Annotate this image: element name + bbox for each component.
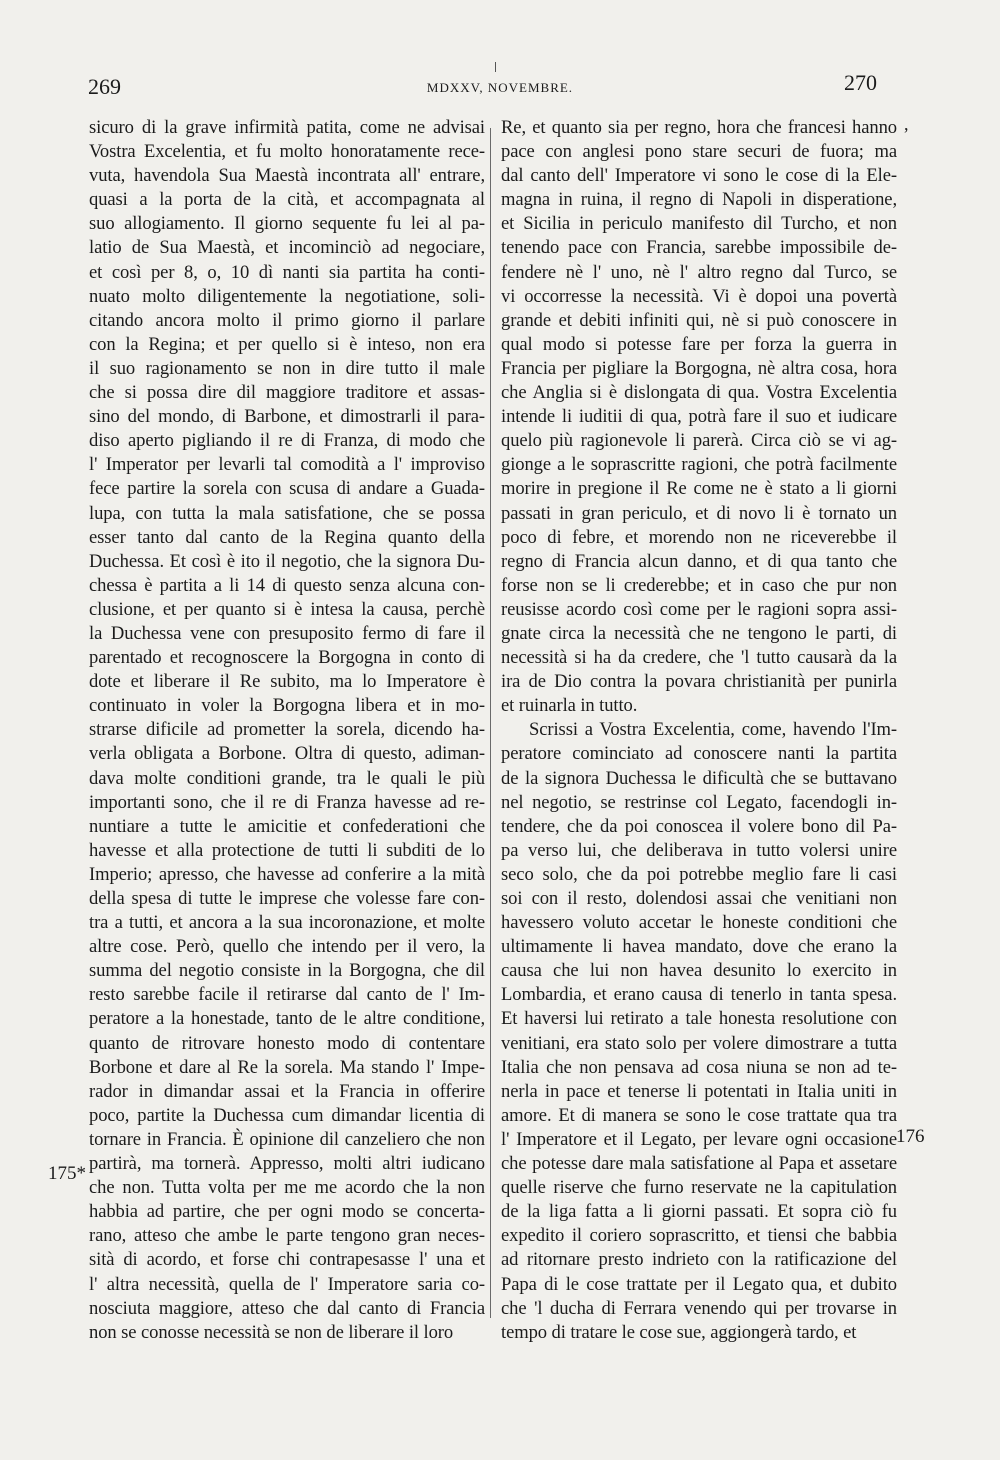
page-header — [0, 70, 1000, 106]
text-line: fendere nè l' uno, nè l' altro regno dal Turco, se — [501, 261, 897, 283]
text-line: summa del negotio consiste in la Borgogna, che dil — [89, 960, 485, 982]
text-line: causa che lui non havea desunito lo exercito in — [501, 960, 897, 982]
text-line: rador in dimandar assai et la Francia in offerire — [89, 1080, 485, 1102]
text-line: nuato molto diligentemente la negotiatione, soli- — [89, 285, 485, 307]
text-line: che si possa dire dil maggiore traditore et assas- — [89, 382, 485, 404]
text-line: con la Regina; et per quello si è inteso, non era — [89, 333, 485, 355]
text-line: sino del mondo, di Barbone, et dimostrarli il para- — [89, 406, 485, 428]
text-line: che 'l ducha di Ferrara venendo qui per trovarse in — [501, 1297, 897, 1319]
text-line: verla obligata a Borbone. Oltra di questo, adiman- — [89, 743, 485, 765]
text-line: nosciuta maggiore, atteso che dal canto di Francia — [89, 1297, 485, 1319]
text-line: de la liga fatta a li giorni passati. Et sopra ciò fu — [501, 1201, 897, 1223]
margin-note-right: 176 — [896, 1126, 925, 1147]
page-number-left: 269 — [88, 74, 121, 99]
text-line: Duchessa. Et così è ito il negotio, che la signora Du- — [89, 550, 485, 572]
text-line: necessità si ha da credere, che 'l tutto causarà da la — [501, 647, 897, 669]
text-line: parentado et recognoscere la Borgogna in conto di — [89, 647, 485, 669]
text-line: pace con anglesi pono stare securi de fuora; ma — [501, 141, 897, 163]
text-line: lupa, con tutta la mala satisfatione, che se possa — [89, 502, 485, 524]
text-line: ultimamente li havea mandato, dove che erano la — [501, 936, 897, 958]
text-line: ad ritornare presto indrieto con la ratificazione del — [501, 1249, 897, 1271]
text-line: peratore cominciato ad conoscere nanti la partita — [501, 743, 897, 765]
text-line: dava molte conditioni grande, tra le quali le più — [89, 767, 485, 789]
text-line: tempo di tratare le cose sue, aggiongerà tardo, et — [501, 1321, 857, 1343]
text-line: et così per 8, o, 10 dì nanti sia partita ha conti- — [89, 261, 485, 283]
text-line: vuta, havendola Sua Maestà incontrata all' entrare, — [89, 165, 485, 187]
text-line: sità di acordo, et forse chi contrapesasse l' una et — [89, 1249, 485, 1271]
binding-mark — [495, 62, 496, 72]
text-line: dal canto dell' Imperatore vi sono le cose di la Ele- — [501, 165, 897, 187]
text-line: Et haversi lui retirato a tale honesta resolutione con — [501, 1008, 897, 1030]
text-line: ira de Dio contra la povara christianità per punirla — [501, 671, 897, 693]
text-line: l' Imperator per levarli tal comodità a l' improviso — [89, 454, 485, 476]
text-line: tornare in Francia. È opinione dil canzeliero che non — [89, 1128, 485, 1150]
text-line: l' Imperatore et il Legato, per levare ogni occasione — [501, 1128, 897, 1150]
text-line: grande et debiti infiniti qui, nè si può conoscere in — [501, 309, 897, 331]
text-line: tra a tutti, et ancora a la sua incoronazione, et molte — [89, 912, 485, 934]
text-line: della spesa di tutte le imprese che volesse fare con- — [89, 888, 485, 909]
text-line: vi occorresse la necessità. Vi è dopoi una povertà — [501, 285, 897, 307]
text-line: Lombardia, et erano causa di tenerlo in tanta spesa. — [501, 984, 897, 1006]
text-line: qual modo si potesse fare per forza la guerra in — [501, 333, 897, 355]
text-line: expedito il coriero soprascritto, et tiensi che babbia — [501, 1225, 897, 1247]
text-line: poco, partite la Duchessa cum dimandar licentia di — [89, 1104, 485, 1126]
stray-mark: , — [904, 114, 909, 134]
text-line: Scrissi a Vostra Excelentia, come, havendo l'Im- — [529, 719, 897, 741]
text-line: rano, atteso che ambe le parte tengono gran neces- — [89, 1225, 485, 1247]
text-line: esser tanto dal canto de la Regina quanto della — [89, 526, 485, 548]
text-line: il suo ragionamento se non in dire tutto il male — [89, 357, 485, 379]
text-line: poco di febre, et morendo non ne riceverebbe il — [501, 526, 897, 548]
text-line: havesse et alla protectione de tutti li subditi de lo — [89, 839, 485, 861]
text-line: importanti sono, che il re di Franza havesse ad re- — [89, 791, 485, 813]
text-line: et ruinarla in tutto. — [501, 695, 638, 717]
text-line: nel negotio, se restrinse col Legato, facendogli in- — [501, 791, 897, 813]
text-line: amore. Et di manera se sono le cose trattate qua tra — [501, 1104, 897, 1126]
text-line: citando ancora molto il primo giorno il parlare — [89, 309, 485, 331]
column-divider — [490, 128, 491, 1318]
text-line: chessa è partita a li 14 di questo senza alcuna con- — [89, 574, 485, 596]
text-line: nuntiare a tutte le amicitie et confederationi che — [89, 815, 485, 837]
text-line: morire in pregione il Re come ne è stato a li giorni — [501, 478, 897, 500]
text-line: havessero voluto accetar le honeste conditioni che — [501, 912, 897, 934]
text-line: diso aperto pigliando il re di Franza, di modo che — [89, 430, 485, 452]
text-line: venitiani, era stato solo per volere dimostrare a tutta — [501, 1032, 897, 1054]
text-line: gnate circa la necessità che ne tengono le parti, di — [501, 622, 897, 644]
text-line: fece partire la sorela con scusa di andare a Guada- — [89, 478, 485, 500]
text-line: sicuro di la grave infirmità patita, come ne advisai — [89, 117, 485, 138]
text-line: tenendo pace con Francia, sarebbe impossibile de- — [501, 237, 897, 259]
text-line: quasi a la porta de la cità, et accompagnata al — [89, 189, 485, 211]
page-number-right: 270 — [844, 70, 877, 95]
text-line: seco solo, che da poi potrebbe meglio fare li casi — [501, 863, 897, 885]
text-line: regno di Francia alcun danno, et di qua tanto che — [501, 550, 897, 572]
right-column — [501, 116, 897, 1345]
text-line: intende li iuditii di qua, potrà fare il suo et iudicare — [501, 406, 897, 428]
text-line: continuato in voler la Borgogna libera et in mo- — [89, 695, 485, 717]
text-line: che Anglia si è dislongata di qua. Vostra Excelentia — [501, 382, 897, 404]
text-line: suo allogiamento. Il giorno sequente fu lei al pa- — [89, 213, 485, 235]
text-line: pa verso lui, che deliberava in tutto volersi unire — [501, 839, 897, 861]
text-line: Re, et quanto sia per regno, hora che francesi hanno — [501, 117, 897, 138]
text-line: non se conosse necessità se non de liberare il loro — [89, 1321, 454, 1343]
text-line: clusione, et per quanto si è intesa la causa, perchè — [89, 598, 485, 620]
text-line: magna in ruina, il regno di Napoli in disperatione, — [501, 189, 897, 211]
text-line: quelle riserve che furno reservate ne la capitulation — [501, 1177, 897, 1199]
text-line: che non. Tutta volta per me me acordo che la non — [89, 1177, 485, 1199]
text-line: Vostra Excelentia, et fu molto honoratamente rece- — [89, 141, 485, 163]
text-line: reusisse acordo così come per le ragioni sopra assi- — [501, 598, 897, 620]
text-line: de la signora Duchessa le dificultà che se buttavano — [501, 767, 897, 789]
text-line: passati in gran periculo, et di novo li è tornato un — [501, 502, 897, 524]
text-line: dote et liberare il Re subito, ma lo Imperatore è — [89, 671, 485, 693]
text-line: Imperio; apresso, che havesse ad conferire a la mità — [89, 863, 485, 885]
text-line: soi con il resto, dolendosi assai che venitiani non — [501, 888, 897, 909]
text-line: l' altra necessità, quella de l' Imperatore saria co- — [89, 1273, 485, 1295]
running-title: MDXXV, NOVEMBRE. — [426, 80, 574, 95]
text-line: altre cose. Però, quello che intendo per il vero, la — [89, 936, 485, 958]
text-line: quelo più ragionevole li parerà. Circa ciò se vi ag- — [501, 430, 897, 452]
text-line: forse non se li crederebbe; et in caso che pur non — [501, 574, 897, 596]
text-line: Francia per pigliare la Borgogna, nè altra cosa, hora — [501, 357, 897, 379]
text-line: gionge a le soprascritte ragioni, che potrà facilmente — [501, 454, 897, 476]
text-line: partirà, ma tornerà. Appresso, molti altri iudicano — [89, 1153, 485, 1175]
text-line: habbia ad partire, che per ogni modo se concerta- — [89, 1201, 485, 1223]
text-line: Italia che non pensava ad cosa niuna se non ad te- — [501, 1056, 897, 1078]
margin-note-left: 175* — [48, 1163, 86, 1184]
text-line: Papa di le cose trattate per il Legato qua, et dubito — [501, 1273, 897, 1295]
text-line: quanto de ritrovare honesto modo di contentare — [89, 1032, 485, 1054]
left-column — [89, 116, 485, 1345]
text-line: peratore a la honestade, tanto de le altre conditione, — [89, 1008, 485, 1030]
text-line: che potesse dare mala satisfatione al Papa et assetare — [501, 1153, 897, 1175]
text-line: et Sicilia in periculo manifesto dil Turcho, et non — [501, 213, 897, 235]
text-line: strarse dificile ad prometter la sorela, dicendo ha- — [89, 719, 485, 741]
text-line: tendere, che da poi conoscea il volere bono dil Pa- — [501, 815, 897, 837]
text-line: resto sarebbe facile il retirarse dal canto de l' Im- — [89, 984, 485, 1006]
text-line: latio de Sua Maestà, et incominciò ad negociare, — [89, 237, 485, 259]
text-line: nerla in pace et tenerse li potentati in Italia uniti in — [501, 1080, 897, 1102]
text-line: Borbone et dare al Re la sorela. Ma stando l' Impe- — [89, 1056, 485, 1078]
text-line: la Duchessa vene con presuposito fermo di fare il — [89, 622, 485, 644]
